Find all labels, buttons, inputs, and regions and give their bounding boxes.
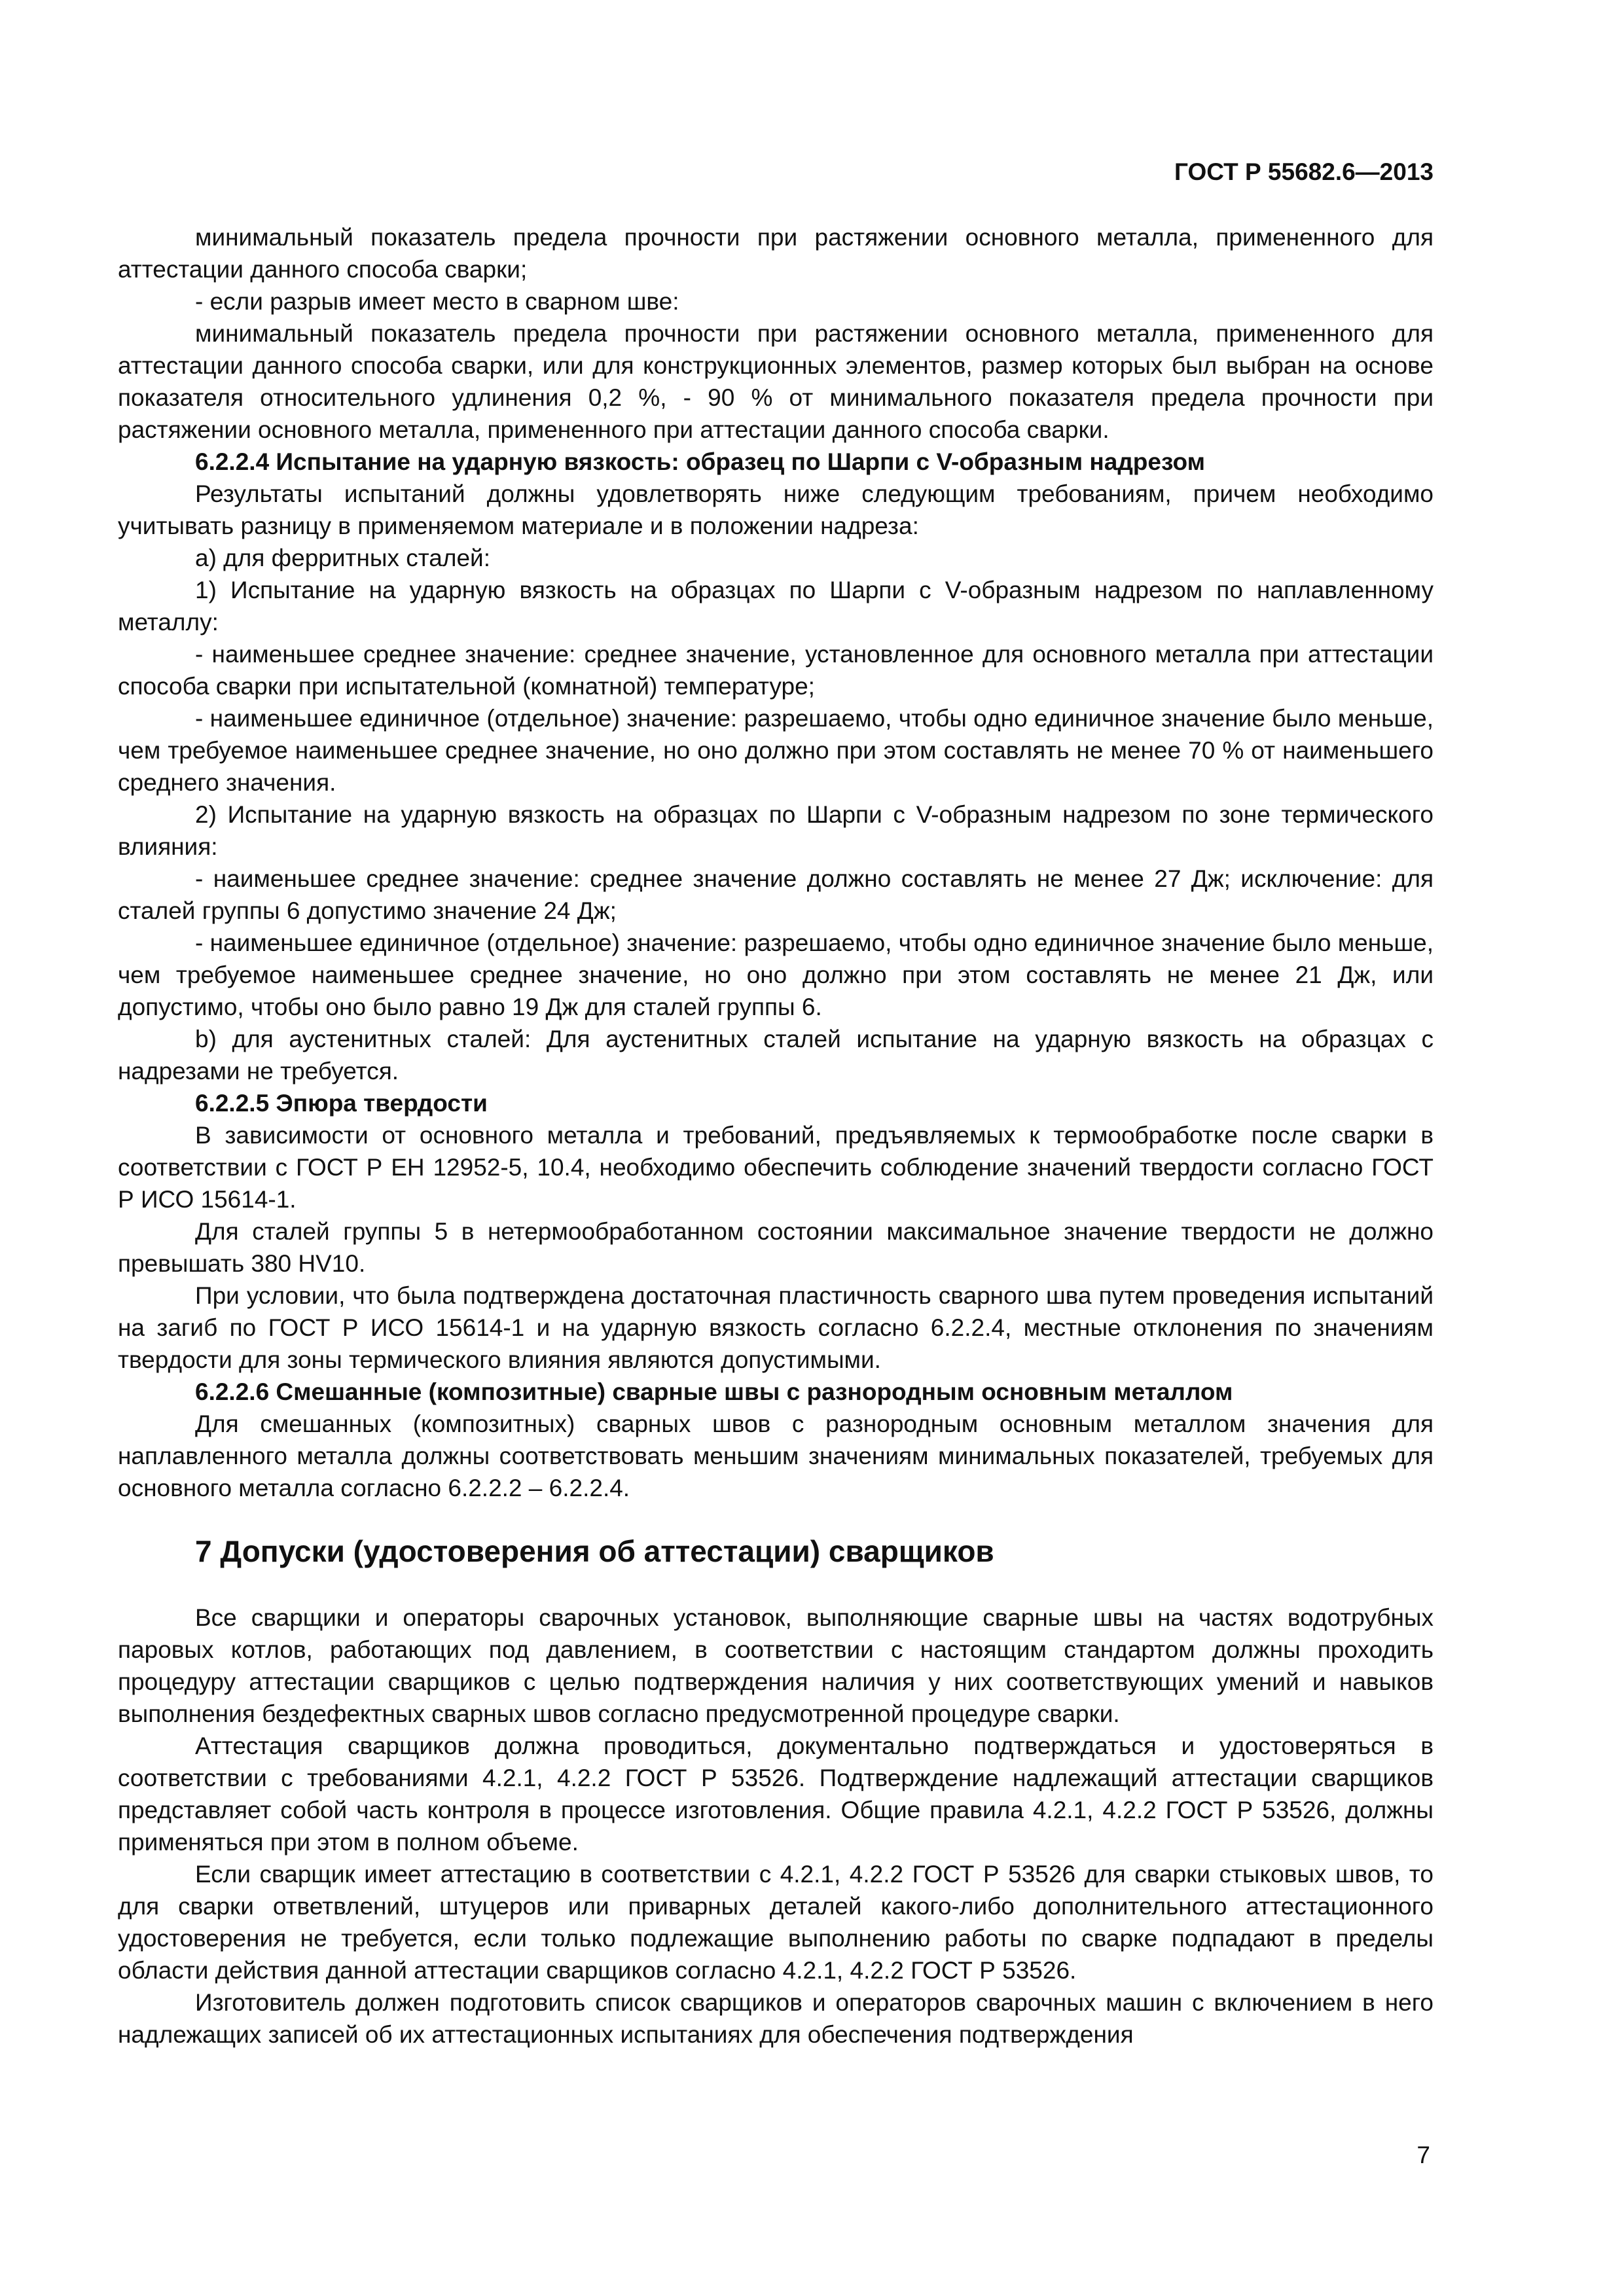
paragraph: - наименьшее среднее значение: среднее значение должно составлять не менее 27 Дж; исключение: для сталей группы 6 допустимо значение 24 Дж; (118, 865, 1434, 924)
paragraph: Если сварщик имеет аттестацию в соответствии с 4.2.1, 4.2.2 ГОСТ Р 53526 для сварки стыковых швов, то для сварки ответвлений, штуцеров или приварных деталей какого-либо дополнительного аттестационного удостоверения не требуется, если только подлежащие выполнению работы по сварке подпадают в пределы области действия данной аттестации сварщиков согласно 4.2.1, 4.2.2 ГОСТ Р 53526. (118, 1861, 1434, 1984)
paragraph: Для сталей группы 5 в нетермообработанном состоянии максимальное значение твердости не должно превышать 380 HV10. (118, 1218, 1434, 1277)
page-number: 7 (1416, 2142, 1430, 2168)
paragraph: В зависимости от основного металла и требований, предъявляемых к термообработке после сварки в соответствии с ГОСТ Р ЕН 12952-5, 10.4, необходимо обеспечить соблюдение значений твердости согласно ГОСТ Р ИСО 15614-1. (118, 1122, 1434, 1213)
paragraph: Аттестация сварщиков должна проводиться, документально подтверждаться и удостоверяться в соответствии с требованиями 4.2.1, 4.2.2 ГОСТ Р 53526. Подтверждение надлежащий аттестации сварщиков представляет собой часть контроля в процессе изготовления. Общие правила 4.2.1, 4.2.2 ГОСТ Р 53526, должны применяться при этом в полном объеме. (118, 1732, 1434, 1856)
paragraph: минимальный показатель предела прочности при растяжении основного металла, примененного для аттестации данного способа сварки; (118, 224, 1434, 283)
paragraph: Для смешанных (композитных) сварных швов с разнородным основным металлом значения для наплавленного металла должны соответствовать меньшим значениям минимальных показателей, требуемых для основного металла согласно 6.2.2.2 – 6.2.2.4. (118, 1410, 1434, 1501)
paragraph: - если разрыв имеет место в сварном шве: (195, 288, 679, 315)
paragraph: Результаты испытаний должны удовлетворять ниже следующим требованиям, причем необходимо учитывать разницу в применяемом материале и в положении надреза: (118, 480, 1434, 539)
section-heading: 7 Допуски (удостоверения об аттестации) сварщиков (195, 1534, 994, 1568)
document-header: ГОСТ Р 55682.6—2013 (1174, 158, 1434, 185)
paragraph: Все сварщики и операторы сварочных установок, выполняющие сварные швы на частях водотрубных паровых котлов, работающих под давлением, в соответствии с настоящим стандартом должны проходить процедуру аттестации сварщиков с целью подтверждения наличия у них соответствующих умений и навыков выполнения бездефектных сварных швов согласно предусмотренной процедуре сварки. (118, 1604, 1434, 1727)
paragraph: 2) Испытание на ударную вязкость на образцах по Шарпи с V-образным надрезом по зоне термического влияния: (118, 801, 1434, 860)
paragraph: Изготовитель должен подготовить список сварщиков и операторов сварочных машин с включением в него надлежащих записей об их аттестационных испытаниях для обеспечения подтверждения (118, 1989, 1434, 2048)
subsection-heading: 6.2.2.6 Смешанные (композитные) сварные швы с разнородным основным металлом (195, 1378, 1233, 1405)
paragraph-list (118, 221, 1434, 2051)
paragraph: - наименьшее единичное (отдельное) значение: разрешаемо, чтобы одно единичное значение было меньше, чем требуемое наименьшее среднее значение, но оно должно при этом составлять не менее 21 Дж, или допустимо, чтобы оно было равно 19 Дж для сталей группы 6. (118, 929, 1434, 1020)
subsection-heading: 6.2.2.4 Испытание на ударную вязкость: образец по Шарпи с V-образным надрезом (195, 448, 1205, 475)
document-body (118, 157, 1434, 2051)
paragraph: минимальный показатель предела прочности при растяжении основного металла, примененного для аттестации данного способа сварки, или для конструкционных элементов, размер которых был выбран на основе показателя относительного удлинения 0,2 %, - 90 % от минимального показателя предела прочности при растяжении основного металла, примененного при аттестации данного способа сварки. (118, 320, 1434, 443)
paragraph: b) для аустенитных сталей: Для аустенитных сталей испытание на ударную вязкость на образцах с надрезами не требуется. (118, 1026, 1434, 1085)
paragraph: - наименьшее единичное (отдельное) значение: разрешаемо, чтобы одно единичное значение было меньше, чем требуемое наименьшее среднее значение, но оно должно при этом составлять не менее 70 % от наименьшего среднего значения. (118, 705, 1434, 796)
paragraph: а) для ферритных сталей: (195, 545, 490, 571)
subsection-heading: 6.2.2.5 Эпюра твердости (195, 1090, 488, 1117)
paragraph: 1) Испытание на ударную вязкость на образцах по Шарпи с V-образным надрезом по наплавленному металлу: (118, 577, 1434, 636)
paragraph: - наименьшее среднее значение: среднее значение, установленное для основного металла при аттестации способа сварки при испытательной (комнатной) температуре; (118, 641, 1434, 700)
paragraph: При условии, что была подтверждена достаточная пластичность сварного шва путем проведения испытаний на загиб по ГОСТ Р ИСО 15614-1 и на ударную вязкость согласно 6.2.2.4, местные отклонения по значениям твердости для зоны термического влияния являются допустимыми. (118, 1282, 1434, 1373)
